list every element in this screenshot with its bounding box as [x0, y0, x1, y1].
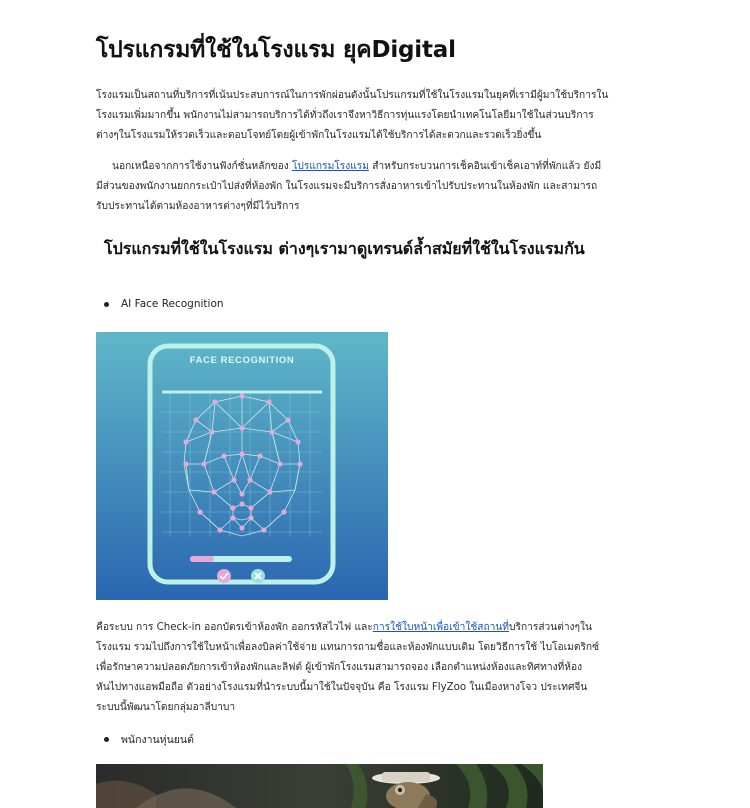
page-title: โปรแกรมที่ใช้ในโรงแรม ยุคDigital	[96, 37, 456, 63]
paragraph-line: รับประทานได้ตามห้องอาหารต่างๆที่มีไว้บริการ	[96, 201, 300, 212]
face-access-link[interactable]: การใช้ใบหน้าเพื่อเข้าใช้สถานที่	[372, 622, 510, 633]
bullet-dot-icon	[104, 302, 109, 307]
list-item	[104, 298, 224, 310]
confirm-icon	[217, 569, 231, 583]
hotel-program-link[interactable]: โปรแกรมโรงแรม	[291, 161, 369, 172]
face-recognition-image	[96, 332, 388, 600]
list-item	[104, 731, 194, 748]
intro-line: โรงแรมเพิ่มมากขึ้น พนักงานไม่สามารถบริการได้ทั่วถึงเราจึงหาวิธีการทุ่นแรงโดยนำเทคโนโลยีมาใช้ในส่วนบริการ	[96, 110, 594, 121]
paragraph-line	[96, 618, 624, 638]
paragraph-text: นอกเหนือจากการใช้งานฟังก์ชั่นหลักของ	[112, 161, 292, 172]
paragraph-line	[96, 157, 624, 177]
intro-line: โรงแรมเป็นสถานที่บริการที่เน้นประสบการณ์ในการพักผ่อนดังนั้นโปรแกรมที่ใช้ในโรงแรมในยุคที่เรามีผู้มาใช้บริการใน	[96, 90, 609, 101]
paragraph-text: สำหรับกระบวนการเช็คอินเข้าเช็คเอาท์ที่พักแล้ว ยังมี	[368, 161, 602, 172]
paragraph-line: เพื่อรักษาความปลอดภัยการเข้าห้องพักและลิฟต์ ผู้เข้าพักโรงแรมสามารถจอง เลือกตำแหน่งห้องและทิศทางที่ห้อง	[96, 662, 583, 673]
list-item-text: พนักงานหุ่นยนต์	[121, 734, 194, 746]
face-banner-text: FACE RECOGNITION	[189, 355, 295, 366]
intro-paragraph	[96, 86, 624, 146]
section-heading	[96, 236, 616, 261]
bullet-dot-icon	[104, 737, 109, 742]
paragraph-text: บริการส่วนต่างๆใน	[509, 622, 592, 633]
paragraph-line: ระบบนี้พัฒนาโดยกลุ่มอาลีบาบา	[96, 702, 236, 713]
robot-staff-image	[96, 764, 543, 808]
paragraph-2	[96, 157, 624, 217]
paragraph-line: หันไปทางแอพมือถือ ตัวอย่างโรงแรมที่นำระบบนี้มาใช้ในปัจจุบัน คือ โรงแรม FlyZoo ในเมืองหางโจว ประเทศจีน	[96, 682, 588, 693]
intro-line: ต่างๆในโรงแรมให้รวดเร็วและตอบโจทย์โดยผู้เข้าพักในโรงแรมได้ใช้บริการได้สะดวกและรวดเร็วยิ่งขึ้น	[96, 130, 542, 141]
paragraph-line: มีส่วนของพนักงานยกกระเป๋าไปส่งที่ห้องพัก ในโรงแรมจะมีบริการสั่งอาหารเข้าไปรับประทานในห้องพัก และสามารถ	[96, 181, 598, 192]
robot-staff-photo	[96, 764, 543, 808]
paragraph-3	[96, 618, 624, 718]
section-heading-text: โปรแกรมที่ใช้ในโรงแรม ต่างๆเรามาดูเทรนด์ล้ำสมัยที่ใช้ในโรงแรมกัน	[104, 239, 585, 258]
list-item-text: AI Face Recognition	[121, 298, 224, 310]
face-recognition-illustration	[96, 332, 388, 600]
paragraph-text: คือระบบ การ Check-in ออกบัตรเข้าห้องพัก ออกรหัสไวไฟ และ	[96, 622, 373, 633]
paragraph-line: โรงแรม รวมไปถึงการใช้ใบหน้าเพื่อลงบิลค่าใช้จ่าย แทนการถามชื่อและห้องพักแบบเดิม โดยวิธีการใช้ ไบโอเมตริกซ์	[96, 642, 600, 653]
